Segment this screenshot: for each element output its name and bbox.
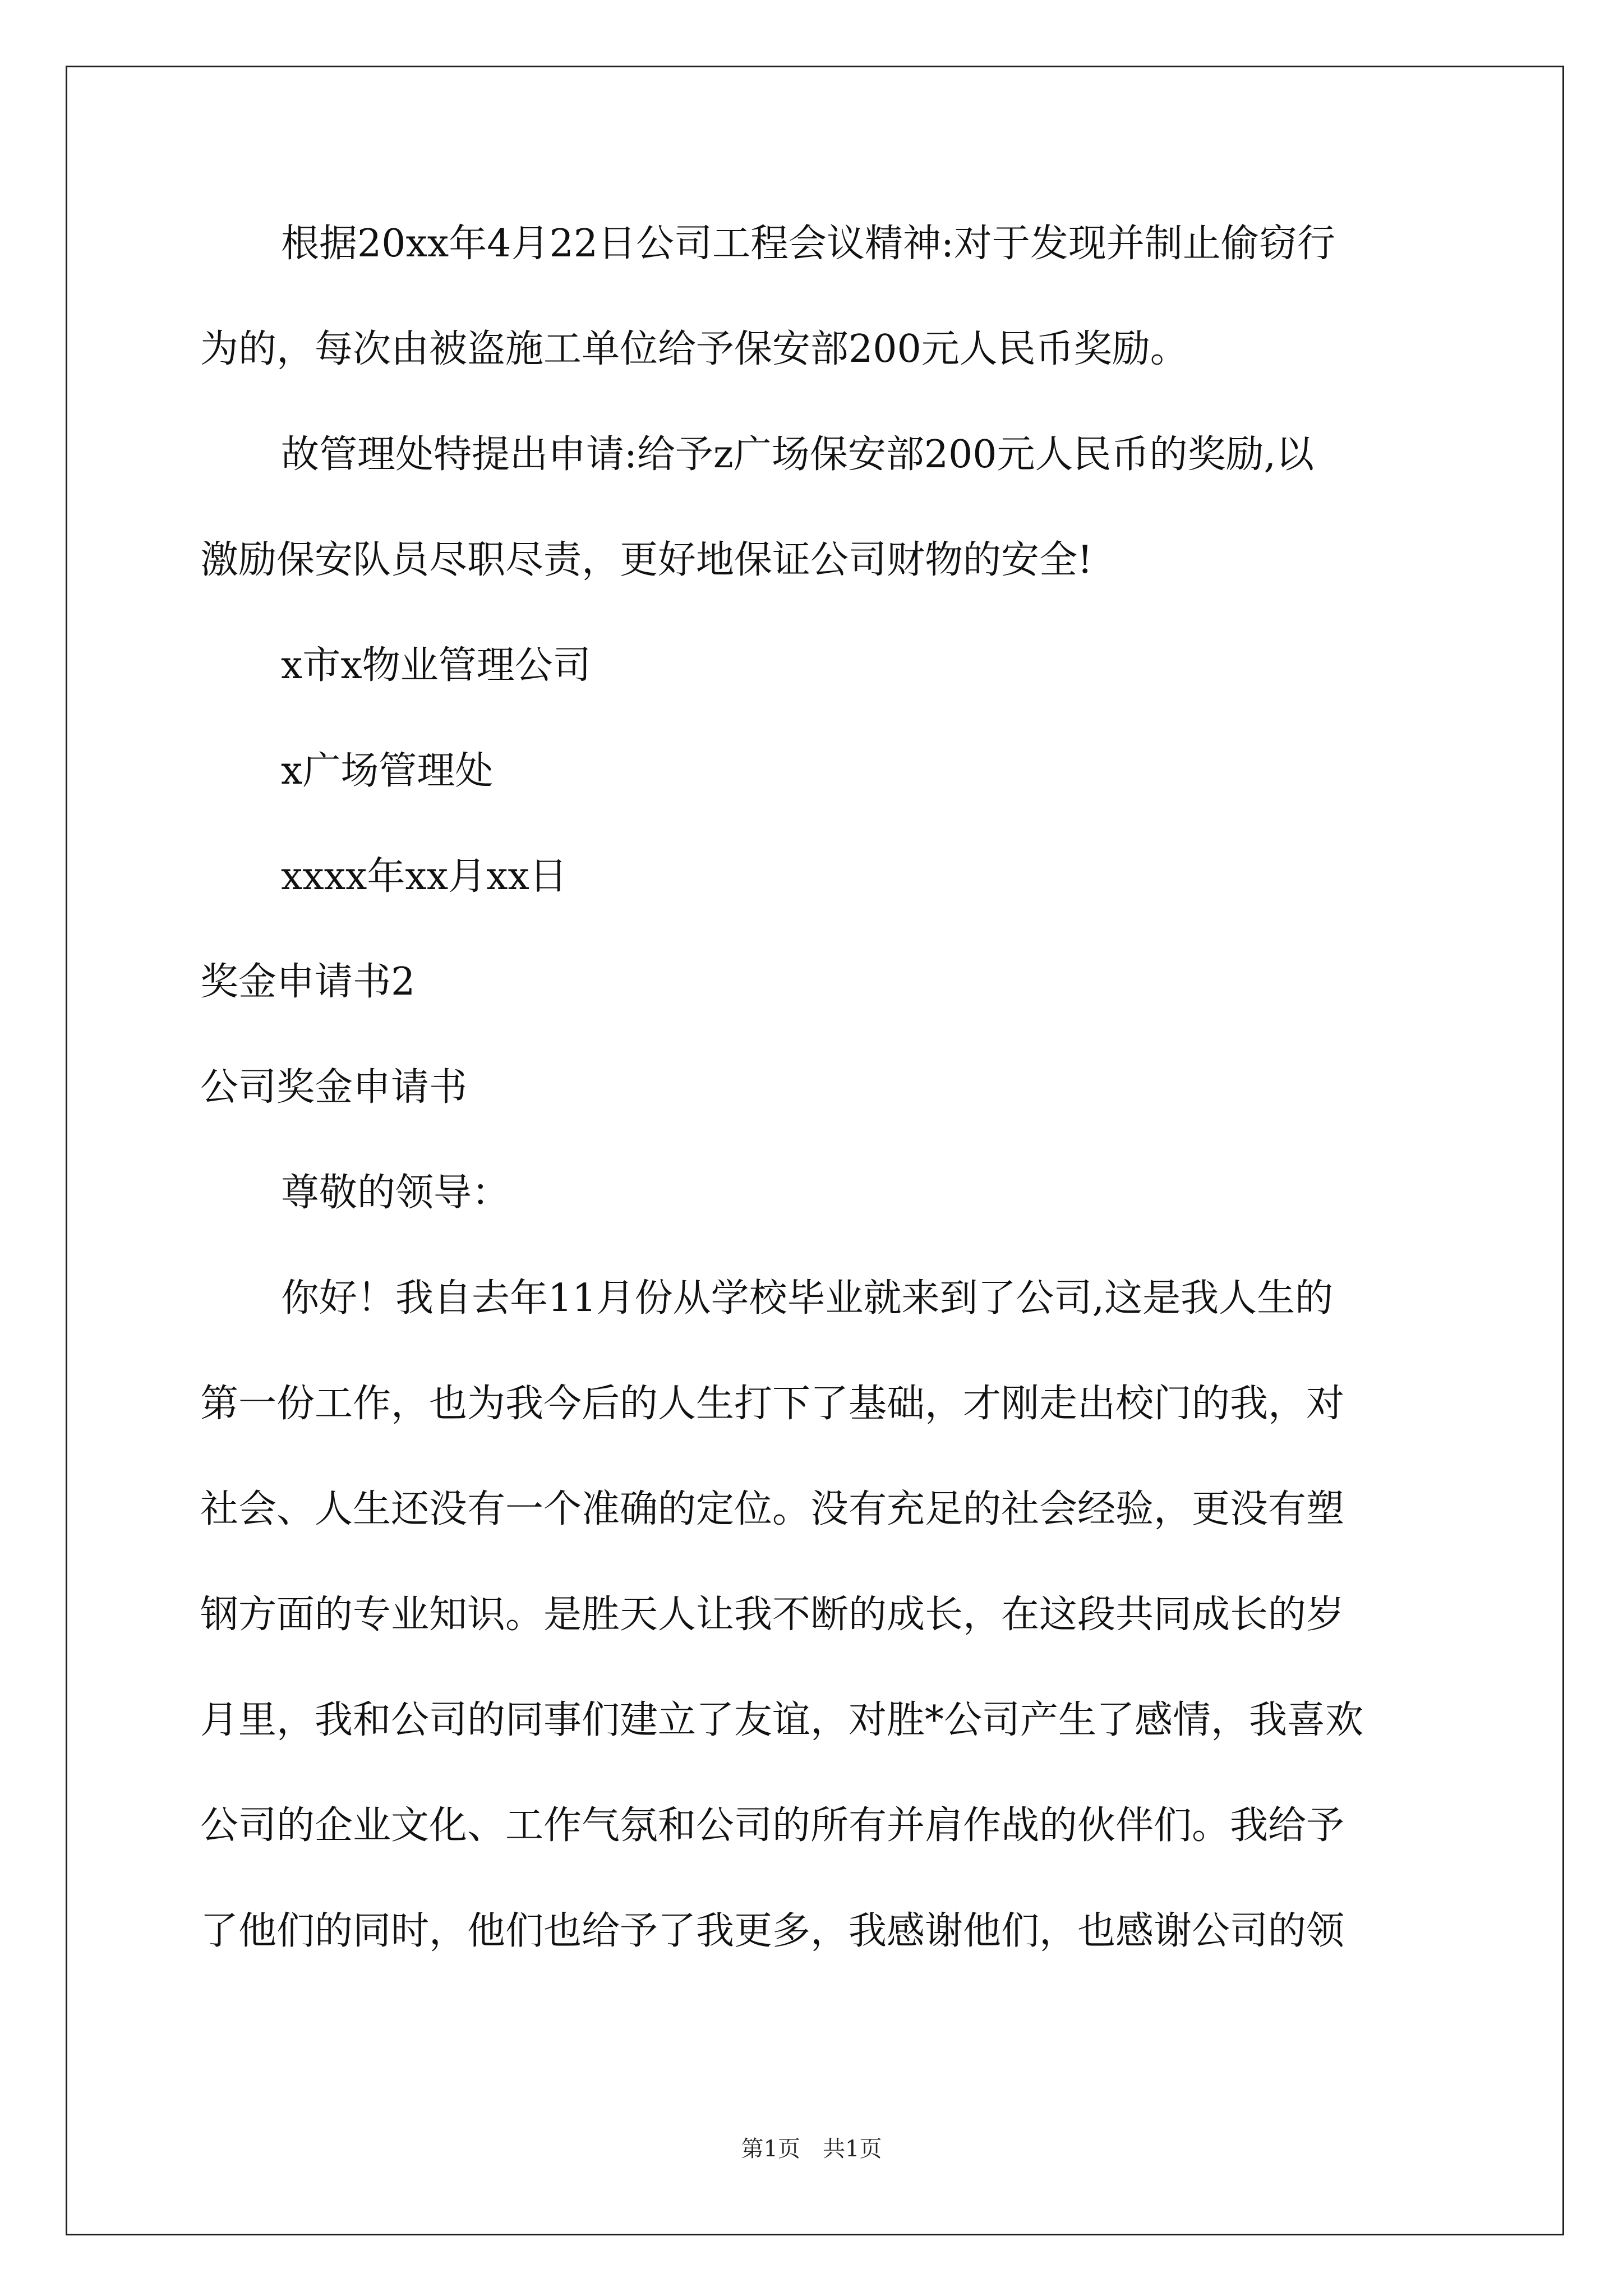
section-heading: 奖金申请书2 — [200, 960, 416, 1004]
paragraph-line: 第一份工作，也为我今后的人生打下了基础，才刚走出校门的我，对 — [200, 1382, 1345, 1426]
paragraph-line: 为的，每次由被盗施工单位给予保安部200元人民币奖励。 — [200, 327, 1188, 371]
paragraph-line: 月里，我和公司的同事们建立了友谊，对胜*公司产生了感情，我喜欢 — [200, 1698, 1364, 1742]
page-footer: 第1页 共1页 — [741, 2136, 882, 2162]
signature-company: x市x物业管理公司 — [281, 643, 591, 688]
salutation: 尊敬的领导： — [281, 1171, 510, 1215]
paragraph-line: 你好！我自去年11月份从学校毕业就来到了公司,这是我人生的 — [281, 1276, 1334, 1320]
document-title: 公司奖金申请书 — [200, 1065, 468, 1110]
signature-date: xxxx年xx月xx日 — [281, 854, 568, 899]
paragraph-line: 根据20xx年4月22日公司工程会议精神:对于发现并制止偷窃行 — [281, 222, 1335, 266]
paragraph-line: 社会、人生还没有一个准确的定位。没有充足的社会经验，更没有塑 — [200, 1487, 1345, 1531]
paragraph-line: 公司的企业文化、工作气氛和公司的所有并肩作战的伙伴们。我给予 — [200, 1803, 1345, 1848]
signature-department: x广场管理处 — [281, 749, 494, 793]
paragraph-line: 了他们的同时，他们也给予了我更多，我感谢他们，也感谢公司的领 — [200, 1909, 1345, 1953]
paragraph-line: 故管理处特提出申请:给予z广场保安部200元人民币的奖励,以 — [281, 432, 1315, 477]
paragraph-line: 钢方面的专业知识。是胜天人让我不断的成长，在这段共同成长的岁 — [200, 1593, 1345, 1637]
paragraph-line: 激励保安队员尽职尽责，更好地保证公司财物的安全! — [200, 538, 1093, 582]
